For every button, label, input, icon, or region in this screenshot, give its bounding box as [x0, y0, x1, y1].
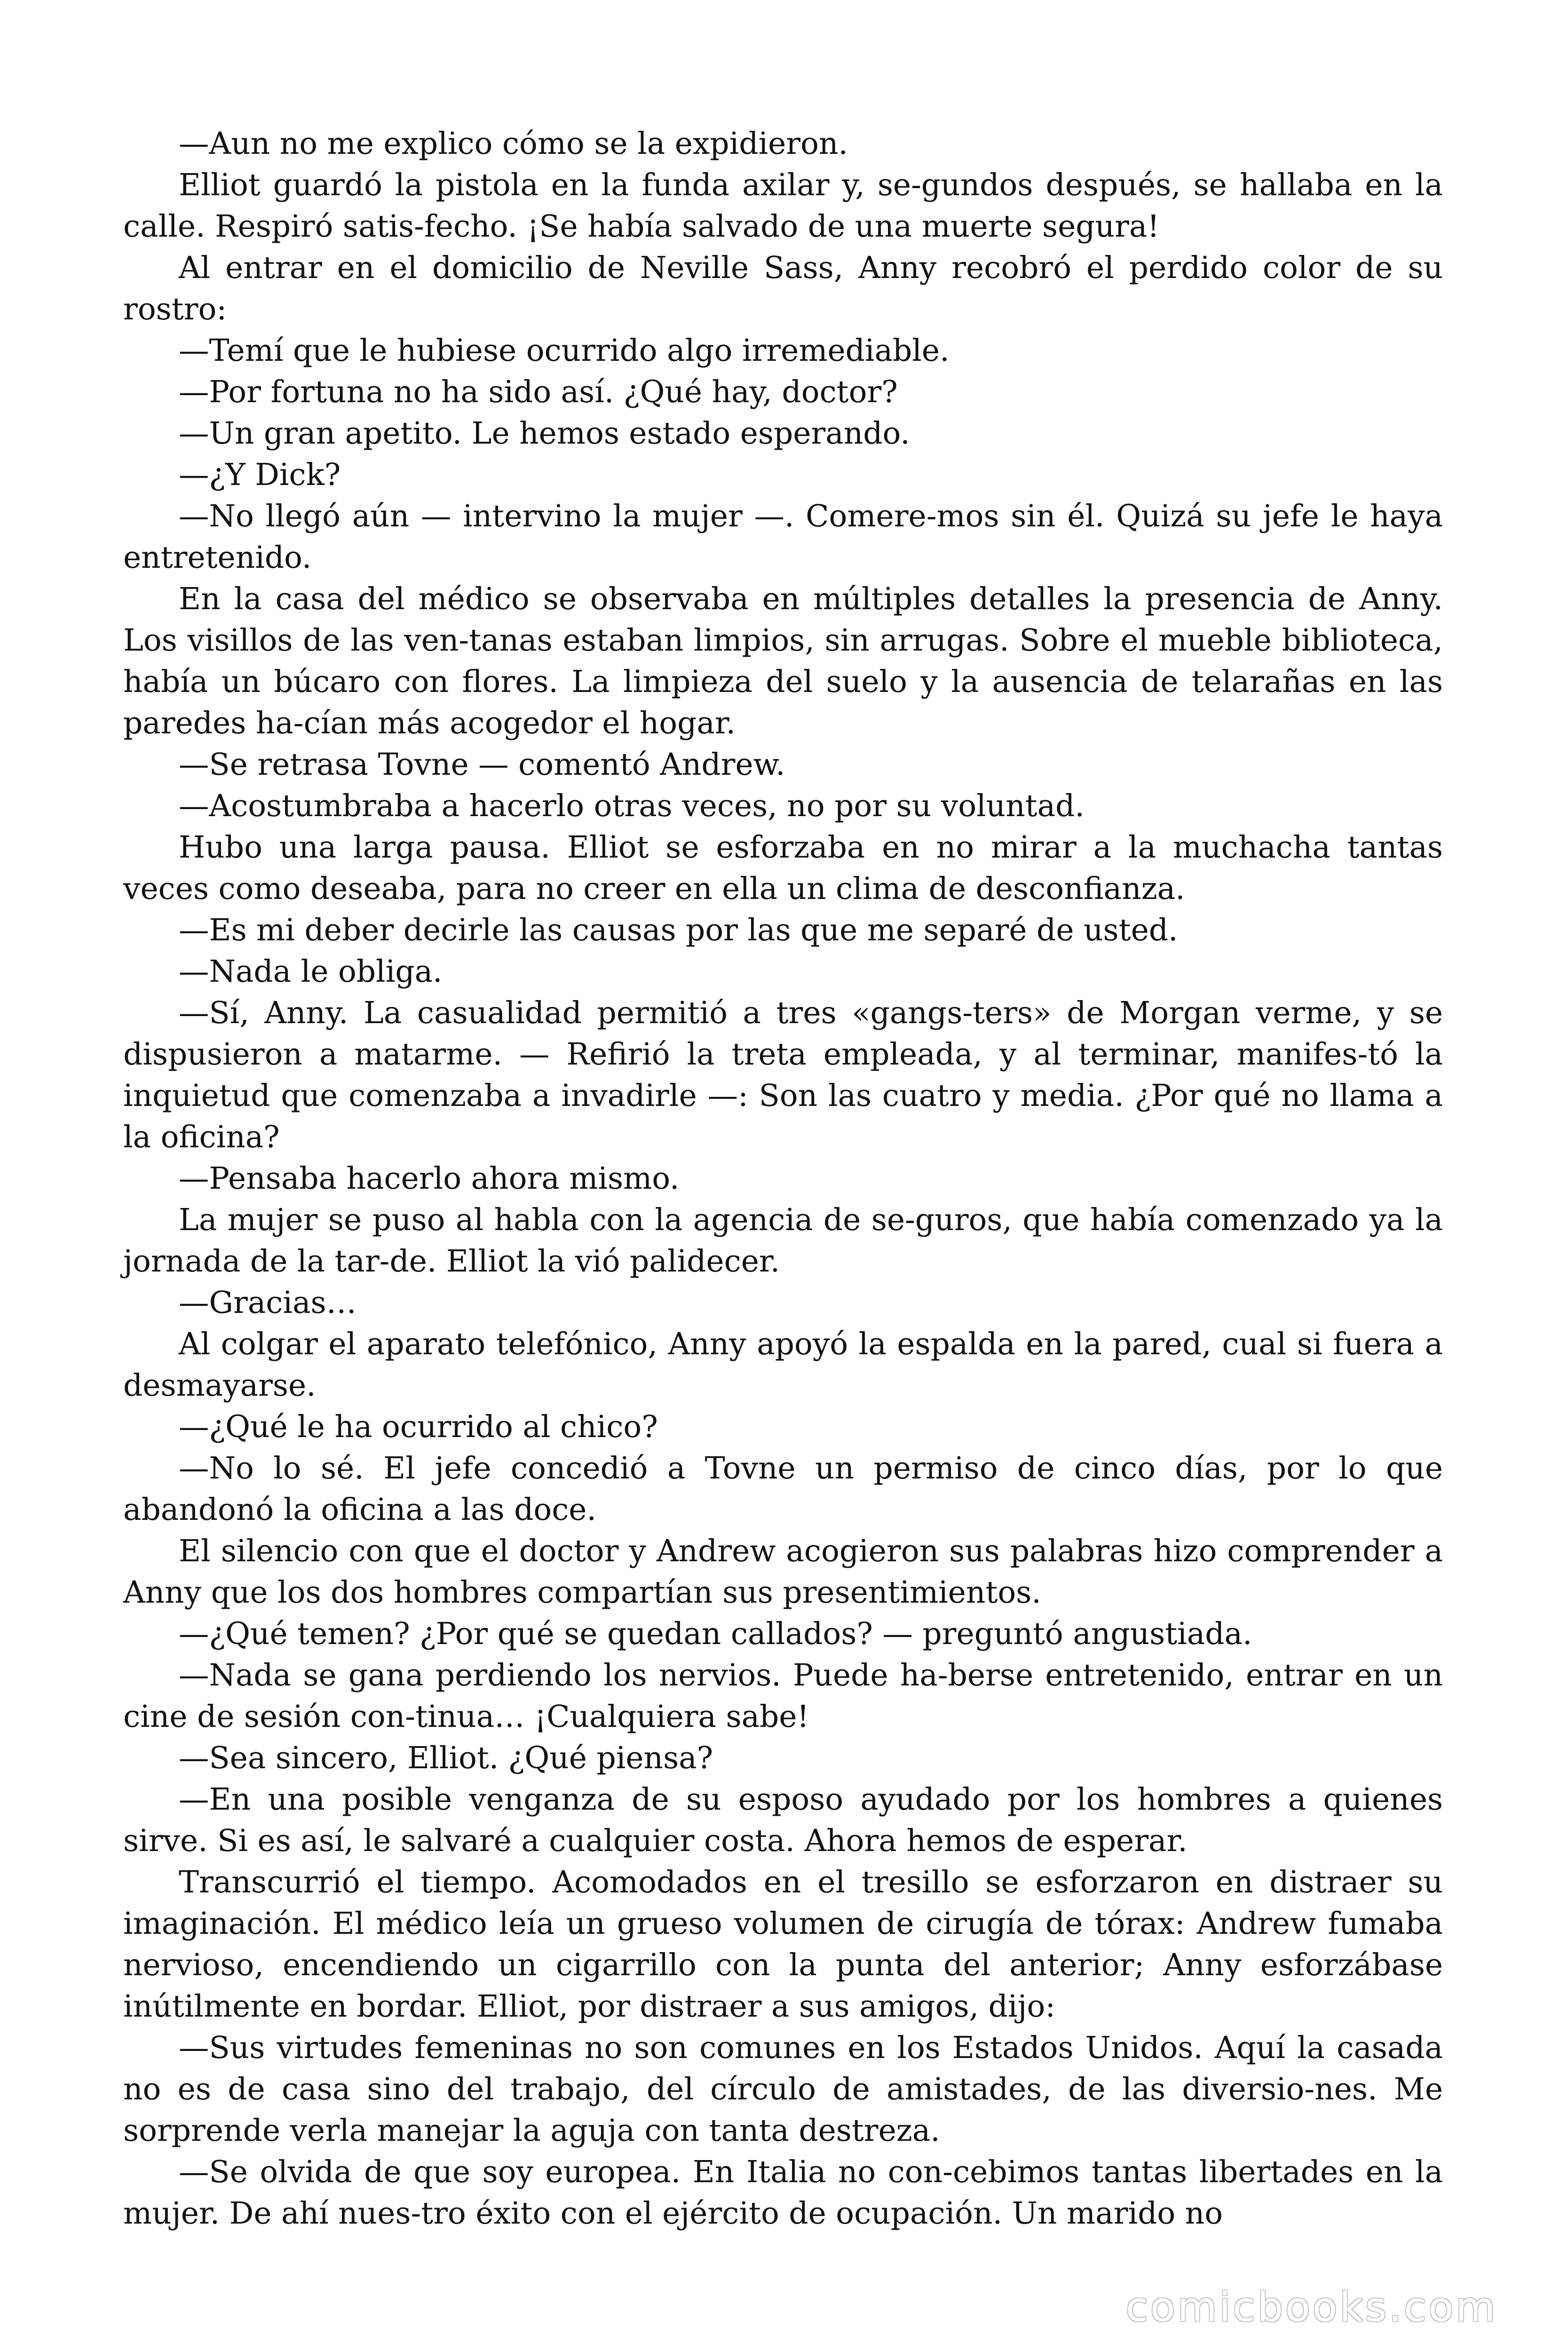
paragraph: —Se retrasa Tovne — comentó Andrew. [179, 747, 785, 782]
paragraph: —Aun no me explico cómo se la expidieron. [179, 126, 848, 161]
paragraph: —Sea sincero, Elliot. ¿Qué piensa? [179, 1740, 713, 1776]
paragraph: El silencio con que el doctor y Andrew acogieron sus palabras hizo comprender a Anny que los dos hombres compartían sus presentimientos. [123, 1534, 1443, 1610]
paragraph: —¿Y Dick? [179, 457, 341, 493]
paragraph: —Sí, Anny. La casualidad permitió a tres «gangs-ters» de Morgan verme, y se dispusieron a matarme. — Refirió la treta empleada, y al terminar, manifes-tó la inquietud que comenzaba a invadirle —: Son las cuatro y media. ¿Por qué no llama a la oficina? [123, 995, 1443, 1155]
paragraph: —Gracias… [179, 1285, 357, 1320]
paragraph: —¿Qué le ha ocurrido al chico? [179, 1409, 658, 1445]
paragraph: En la casa del médico se observaba en múltiples detalles la presencia de Anny. Los visillos de las ven-tanas estaban limpios, sin arrugas. Sobre el mueble biblioteca, había un búcaro con flores. La limpieza del suelo y la ausencia de telarañas en las paredes ha-cían más acogedor el hogar. [123, 581, 1443, 741]
page-body-text [123, 123, 1443, 2234]
paragraph: —Sus virtudes femeninas no son comunes en los Estados Unidos. Aquí la casada no es de casa sino del trabajo, del círculo de amistades, de las diversio-nes. Me sorprende verla manejar la aguja con tanta destreza. [123, 2030, 1443, 2148]
paragraph: —Por fortuna no ha sido así. ¿Qué hay, doctor? [179, 374, 898, 410]
paragraph: —¿Qué temen? ¿Por qué se quedan callados? — preguntó angustiada. [179, 1616, 1252, 1652]
paragraph: Al entrar en el domicilio de Neville Sass, Anny recobró el perdido color de su rostro: [123, 250, 1443, 327]
paragraph: —Un gran apetito. Le hemos estado esperando. [179, 416, 910, 451]
paragraph: —Se olvida de que soy europea. En Italia no con-cebimos tantas libertades en la mujer. De ahí nues-tro éxito con el ejército de ocupación. Un marido no [123, 2154, 1443, 2231]
paragraph: —Pensaba hacerlo ahora mismo. [179, 1161, 680, 1196]
paragraph: —Acostumbraba a hacerlo otras veces, no por su voluntad. [179, 788, 1085, 824]
paragraph: —Nada se gana perdiendo los nervios. Puede ha-berse entretenido, entrar en un cine de sesión con-tinua… ¡Cualquiera sabe! [123, 1658, 1443, 1734]
paragraph: Transcurrió el tiempo. Acomodados en el tresillo se esforzaron en distraer su imaginación. El médico leía un grueso volumen de cirugía de tórax: Andrew fumaba nervioso, encendiendo un cigarrillo con la punta del anterior; Anny esforzábase inútilmente en bordar. Elliot, por distraer a sus amigos, dijo: [123, 1865, 1443, 2024]
paragraph: Al colgar el aparato telefónico, Anny apoyó la espalda en la pared, cual si fuera a desmayarse. [123, 1327, 1443, 1403]
paragraph: La mujer se puso al habla con la agencia de se-guros, que había comenzado ya la jornada de la tar-de. Elliot la vió palidecer. [123, 1202, 1443, 1279]
paragraph: Elliot guardó la pistola en la funda axilar y, se-gundos después, se hallaba en la calle. Respiró satis-fecho. ¡Se había salvado de una muerte segura! [123, 167, 1443, 244]
paragraph: —Es mi deber decirle las causas por las que me separé de usted. [179, 913, 1178, 948]
paragraph: —No llegó aún — intervino la mujer —. Comere-mos sin él. Quizá su jefe le haya entretenido. [123, 499, 1443, 575]
paragraph: —En una posible venganza de su esposo ayudado por los hombres a quienes sirve. Si es así, le salvaré a cualquier costa. Ahora hemos de esperar. [123, 1782, 1443, 1859]
paragraph: —Nada le obliga. [179, 954, 443, 989]
paragraph: —No lo sé. El jefe concedió a Tovne un permiso de cinco días, por lo que abandonó la oficina a las doce. [123, 1451, 1443, 1527]
paragraph: Hubo una larga pausa. Elliot se esforzaba en no mirar a la muchacha tantas veces como deseaba, para no creer en ella un clima de desconfianza. [123, 830, 1443, 906]
paragraph: —Temí que le hubiese ocurrido algo irremediable. [179, 333, 950, 368]
watermark-logo: comicbooks.com [1125, 2284, 1497, 2331]
